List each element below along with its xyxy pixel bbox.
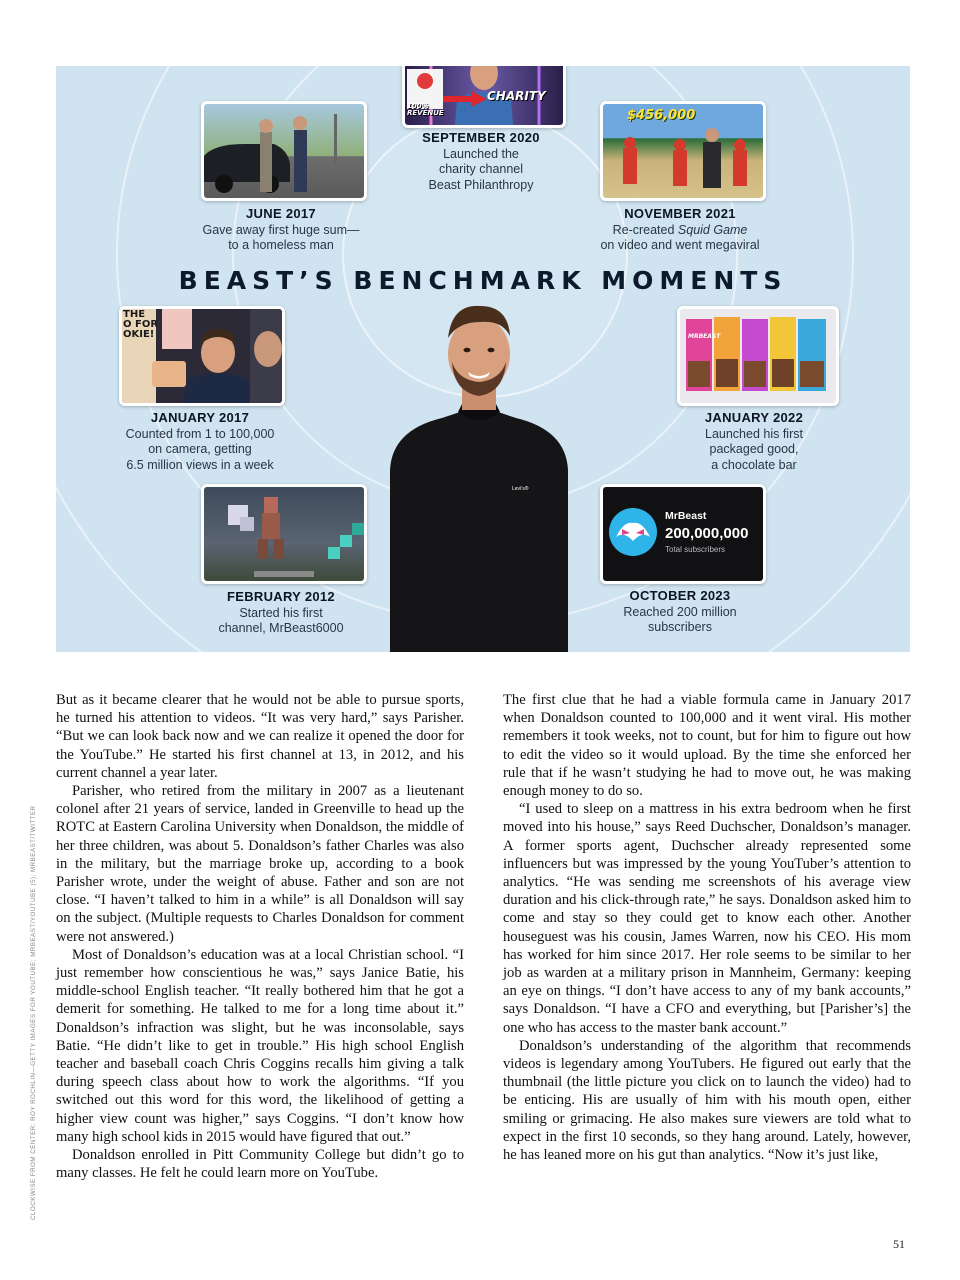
article-column-right <box>503 691 911 1164</box>
milestone-description: Counted from 1 to 100,000 on camera, getting 6.5 million views in a week <box>125 426 275 472</box>
page-number: 51 <box>893 1237 905 1251</box>
chocolate-bars-art <box>680 309 836 403</box>
bar-label: MRBEAST <box>688 333 721 340</box>
milestone-description: Reached 200 million subscribers <box>623 604 737 634</box>
revenue-badge: 100% REVENUE <box>407 102 444 117</box>
subscriber-label: Total subscribers <box>665 545 726 554</box>
article-paragraph: Parisher, who retired from the military in 2007 as a lieutenant colonel after 21 years of service, landed in Greenville to head up the ROTC at Eastern Carolina University when Donaldson, the middle of her three children, was about 5. Donaldson’s father Charles was also in the military, but the marriage broke up, according to a book Parisher wrote, under the weight of abuse. Father and son are not close. “I haven’t talked to him in a while” is all Donaldson will say on the subject. (Multiple requests to Charles Donaldson for comment were not answered.) <box>56 783 464 945</box>
prize-amount: $456,000 <box>627 108 696 123</box>
article-paragraph: The first clue that he had a viable formula came in January 2017 when Donaldson counted to 100,000 and it went viral. His mother remembers it took weeks, not to count, but for him to figure out how to edit the video so it would upload. By the time she enforced her rule that if he wasn’t studying he had to move out, he was making enough money to do so. <box>503 692 911 800</box>
minecraft-art <box>204 487 364 581</box>
infographic-title: BEAST’S BENCHMARK MOMENTS <box>178 266 788 295</box>
milestone-date: JUNE 2017 <box>246 206 316 221</box>
thumbnail-september-2020 <box>402 66 566 128</box>
thumbnail-january-2022 <box>677 306 839 406</box>
caption-october-2023 <box>580 588 780 636</box>
article-paragraph: But as it became clearer that he would not be able to pursue sports, he turned his attention to videos. “It was very hard,” says Parisher. “But we can look back now and we can realize it opened the door for the YouTube.” He started his first channel at 13, in 2012, and his current channel a year later. <box>56 692 464 781</box>
charity-badge: CHARITY <box>487 89 546 103</box>
article-column-left <box>56 691 464 1182</box>
milestone-date: JANUARY 2017 <box>150 410 250 425</box>
caption-june-2017 <box>181 206 381 254</box>
thumbnail-november-2021 <box>600 101 766 201</box>
milestone-description <box>580 223 780 254</box>
thumbnail-october-2023 <box>600 484 766 584</box>
milestone-date: JANUARY 2022 <box>704 410 804 425</box>
milestone-description: Launched his first packaged good, a chocolate bar <box>705 426 803 472</box>
caption-february-2012 <box>181 589 381 637</box>
milestone-description: Launched the charity channel Beast Philanthropy <box>428 146 534 192</box>
description-part: Re-created <box>612 222 678 237</box>
caption-january-2022 <box>654 410 854 473</box>
milestone-description: Started his first channel, MrBeast6000 <box>218 605 344 635</box>
show-title: Squid Game <box>677 222 748 237</box>
thumbnail-february-2012 <box>201 484 367 584</box>
mrbeast-logo-icon <box>608 507 658 557</box>
mrbeast-portrait <box>382 300 576 652</box>
thumbnail-january-2017 <box>119 306 285 406</box>
article-paragraph: Most of Donaldson’s education was at a local Christian school. “I just remember how conscientious he was,” says Janice Batie, his middle-school English teacher. “It really bothered him that he got a demerit for something. He talked to me for a long time about it.” Donaldson’s infraction was slight, but he was inconsolable, says Batie. “He didn’t like to get in trouble.” His high school English teacher and baseball coach Chris Coggins recalls him giving a talk during speech class about how to work the algorithms. “If you switched out this word for this word, the likelihood of getting a higher view count was higher,” says Coggins. “I don’t know how many high school kids in 2015 would have figured that out.” <box>56 946 464 1145</box>
article-paragraph: Donaldson enrolled in Pitt Community College but didn’t go to many classes. He felt he could learn more on YouTube. <box>56 1147 464 1182</box>
photo-credit: CLOCKWISE FROM CENTER: ROY ROCHLIN—GETTY IMAGES FOR YOUTUBE; MRBEAST/YOUTUBE (5); MRBEAST/TWITTER <box>30 805 37 1220</box>
milestone-date: OCTOBER 2023 <box>629 588 731 603</box>
description-part: on video and went megaviral <box>600 238 760 252</box>
milestone-date: SEPTEMBER 2020 <box>422 130 540 145</box>
milestone-date: FEBRUARY 2012 <box>227 589 335 604</box>
article-paragraph: “I used to sleep on a mattress in his extra bedroom when he first moved into his house,” says Reed Duchscher, Donaldson’s manager. A former sports agent, Duchscher already represented some influencers but was impressed by the young YouTuber’s attention to analytics. “He was sending me screenshots of his average view duration and his click-through rate,” he says. Donaldson asked him to come and stay so they could get to know each other. Another houseguest was his cousin, James Warren, now his CEO. His mom has worked for him since 2017. Her role seems to be similar to her job as warden at a military prison in Mannheim, Germany: keeping an eye on things. “I don’t have access to any of my bank accounts,” says Donaldson. “I have a CFO and everything, but [Parisher’s] the one who has access to the master bank account.” <box>503 801 911 1036</box>
channel-name: MrBeast <box>665 510 707 522</box>
caption-september-2020 <box>382 130 580 193</box>
caption-november-2021 <box>580 206 780 254</box>
caption-january-2017 <box>100 410 300 473</box>
article-paragraph: Donaldson’s understanding of the algorithm that recommends videos is legendary among YouTubers. He figured out early that the thumbnail (the little picture you click on to launch the video) had to be enticing. His are usually of him with his mouth open, either smiling or grimacing. He also makes sure viewers are told what to expect in the first 10 seconds, so they hang around. Lately, however, he has leaned more on his gut than analytics. “Now it’s just like, <box>503 1037 911 1164</box>
milestone-description: Gave away first huge sum— to a homeless man <box>202 222 360 252</box>
sign-text: THE O FOR OKIE! <box>123 309 159 340</box>
homeless-giveaway-art <box>204 104 364 198</box>
thumbnail-june-2017 <box>201 101 367 201</box>
subscriber-count: 200,000,000 <box>665 525 749 542</box>
milestone-date: NOVEMBER 2021 <box>624 206 736 221</box>
shirt-logo: Levi’s® <box>512 486 529 492</box>
benchmark-infographic <box>56 66 910 652</box>
